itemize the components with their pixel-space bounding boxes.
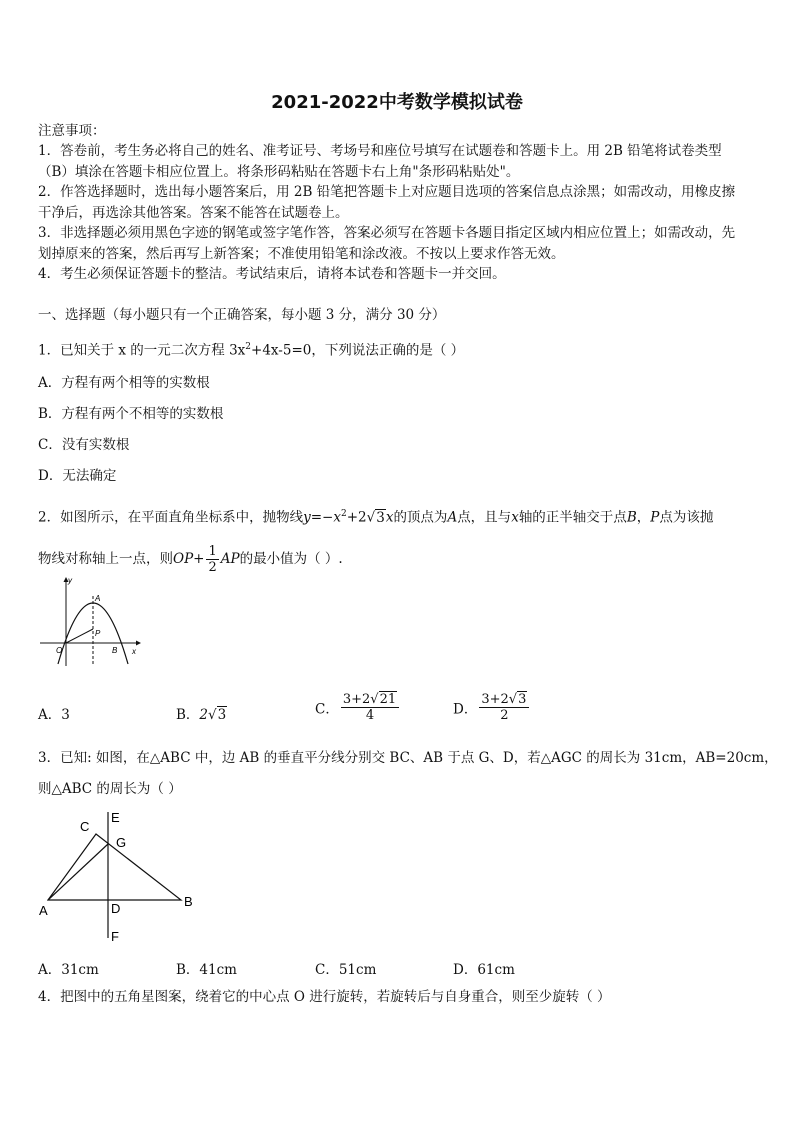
notice-line: 4．考生必须保证答题卡的整洁。考试结束后，请将本试卷和答题卡一并交回。 xyxy=(38,266,506,282)
question-1-option-d: D．无法确定 xyxy=(38,468,117,484)
question-1-stem: 1．已知关于 x 的一元二次方程 $3x^2+4x-5=0$，下列说法正确的是（ ） xyxy=(38,342,465,359)
question-4-stem: 4．把图中的五角星图案，绕着它的中心点 O 进行旋转，若旋转后与自身重合，则至少旋转（ ） xyxy=(38,989,611,1005)
notice-line: 划掉原来的答案，然后再写上新答案；不准使用铅笔和涂改液。不按以上要求作答无效。 xyxy=(38,246,565,262)
point-a-label: A xyxy=(39,903,48,918)
section-heading: 一、选择题（每小题只有一个正确答案，每小题 3 分，满分 30 分） xyxy=(38,307,446,323)
question-3-stem-line2: 则△ABC 的周长为（ ） xyxy=(38,781,182,797)
parabola-figure xyxy=(36,576,146,668)
notice-line: 2．作答选择题时，选出每小题答案后，用 2B 铅笔把答题卡上对应题目选项的答案信息点涂黑；如需改动，用橡皮擦 xyxy=(38,184,736,200)
x-axis-label: x xyxy=(132,647,136,656)
question-3-option-b: B．41cm xyxy=(176,962,237,978)
point-b-label: B xyxy=(112,646,118,655)
question-1-option-a: A．方程有两个相等的实数根 xyxy=(38,375,210,391)
question-2-option-c: C． $\frac{3+2√21}{4}$ xyxy=(315,692,401,723)
origin-label: O xyxy=(56,646,63,655)
point-f-label: F xyxy=(111,929,119,944)
point-d-label: D xyxy=(111,901,121,916)
notice-line: 3．非选择题必须用黑色字迹的钢笔或签字笔作答，答案必须写在答题卡各题目指定区域内相应位置上；如需改动，先 xyxy=(38,225,736,241)
question-2-option-b: B．2√3 xyxy=(176,707,227,723)
question-3-option-c: C．51cm xyxy=(315,962,377,978)
triangle-figure xyxy=(36,806,206,948)
question-2-stem-line2: 物线对称轴上一点，则OP+ $\frac{1}{2}$ AP的最小值为（ ）. xyxy=(38,544,343,575)
question-1-option-b: B．方程有两个不相等的实数根 xyxy=(38,406,224,422)
point-a-label: A xyxy=(95,594,101,603)
question-2-stem: 2．如图所示，在平面直角坐标系中，抛物线$y=-x^2+2√3x$的顶点为A点，且与x轴的正半轴交于点B，P点为该抛 xyxy=(38,509,714,526)
point-p-label: P xyxy=(95,629,101,638)
notice-line: 干净后，再选涂其他答案。答案不能答在试题卷上。 xyxy=(38,205,349,221)
paper-title: 2021-2022中考数学模拟试卷 xyxy=(271,92,523,113)
question-3-option-d: D．61cm xyxy=(453,962,515,978)
point-g-label: G xyxy=(116,835,127,850)
question-3-stem: 3．已知: 如图，在△ABC 中，边 AB 的垂直平分线分别交 BC、AB 于点 G、D，若△AGC 的周长为 31cm，AB=20cm， xyxy=(38,750,778,766)
question-2-option-a: A．3 xyxy=(38,707,70,723)
question-3-option-a: A．31cm xyxy=(38,962,99,978)
notice-heading: 注意事项： xyxy=(38,123,106,139)
notice-line: 1．答卷前，考生务必将自己的姓名、准考证号、考场号和座位号填写在试题卷和答题卡上。用 2B 铅笔将试卷类型 xyxy=(38,143,722,159)
point-c-label: C xyxy=(80,819,90,834)
notice-line: （B）填涂在答题卡相应位置上。将条形码粘贴在答题卡右上角"条形码粘贴处"。 xyxy=(38,164,520,180)
fraction: $\frac{1}{2}$ xyxy=(208,544,217,575)
point-b-label: B xyxy=(184,894,193,909)
question-1-option-c: C．没有实数根 xyxy=(38,437,130,453)
y-axis-label: y xyxy=(68,576,72,585)
question-2-option-d: D． $\frac{3+2√3}{2}$ xyxy=(453,692,531,723)
point-e-label: E xyxy=(111,810,120,825)
